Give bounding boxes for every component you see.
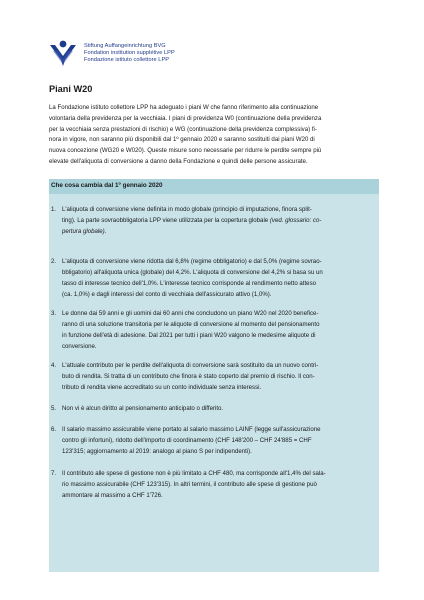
list-item-number: 2. [51,258,57,265]
list-item-number: 1. [51,206,57,213]
list-item-text [62,257,377,301]
list-item-line: rio massimo assicurabile (CHF 123'315). In altri termini, il contributo alle spese di gestione può [62,480,317,488]
list-item-line: Le donne dai 59 anni e gli uomini dai 60 anni che concludono un piano W20 nel 2020 benefice- [62,310,319,317]
page-title: Piani W20 [49,84,93,94]
list-item-text [62,469,377,502]
list-item-text [62,309,377,353]
org-name-fr: Fondation institution supplétive LPP [84,49,175,56]
list-item-line: Il contributo alle spese di gestione non è più limitato a CHF 480, ma corrisponde all'1,4% del sala- [62,470,326,477]
list-item-line: tributo di rendita viene accreditato su un conto individuale senza interessi. [62,383,262,391]
intro-paragraph [49,103,379,168]
list-item-line: conversione. [62,342,97,350]
list-item-text [62,404,377,415]
list-item-line: (ca. 1,0%) e dagli interessi del conto di vecchiaia dell'assicurato attivo (1,0%). [62,290,272,298]
list-item-number: 4. [51,362,57,369]
list-item-line [62,227,377,238]
list-item-line: in funzione dell'età di adesione. Dal 2021 per tutti i piani W20 valgono le medesime aliquote di [62,331,316,339]
intro-line: nora in vigore, non saranno più disponibili dal 1º gennaio 2020 e saranno sostituiti dai piani W20 di [49,136,315,144]
list-item-text [62,205,377,238]
intro-line: elevate dell'aliquota di conversione a danno della Fondazione e quindi delle persone assicurate. [49,157,308,165]
list-item-text [62,361,377,394]
list-item-line: L'attuale contributo per le perdite dell'aliquota di conversione sarà sostituito da un nuovo contri- [62,362,319,369]
list-item-line: ranno di una soluzione transitoria per le aliquote di conversione al momento del pensionamento [62,320,320,328]
list-item-line-text: ting). La parte sovraobbligatoria LPP viene utilizzata per la copertura globale [62,216,269,224]
organization-names [84,43,175,64]
list-item-line: 123'315; aggiornamento al 2019: analogo al piano S per indipendenti). [62,447,252,455]
list-item-line: bbligatorio) all'aliquota unica (globale) del 4,2%. L'aliquota di conversione del 4,2% si basa su un [62,268,323,276]
list-item-line: buto di rendita. Si tratta di un contributo che finora è stato coperto dal premio di rischio. Il con- [62,372,315,380]
list-item-line: tasso di interesse tecnico dell'1,0%. L'interesse tecnico corrisponde al rendimento netto atteso [62,279,317,287]
intro-line: La Fondazione istituto collettore LPP ha adeguato i piani W che fanno riferimento alla continuazione [49,104,319,111]
org-name-de: Stiftung Auffangeinrichtung BVG [84,42,166,49]
list-item-line [62,216,377,227]
list-item-line: Il salario massimo assicurabile viene portato al salario massimo LAINF (legge sull'assicurazione [62,426,321,433]
changes-box [49,179,379,572]
list-item-line: L'aliquota di conversione viene definita in modo globale (principio di imputazione, finora split- [62,206,312,213]
intro-line: per la vecchiaia senza prestazioni di rischio) e WG (continuazione della previdenza complessiva) fi- [49,125,317,133]
list-item-line: contro gli infortuni), ridotto dell'importo di coordinamento (CHF 148'200 – CHF 24'885 = CHF [62,436,312,444]
list-item-number: 7. [51,470,57,477]
glossary-reference-cont: pertura globale). [62,227,107,235]
org-name-it: Fondazione istituto collettore LPP [84,56,170,63]
list-item-line: ammontare al massimo a CHF 1'726. [62,491,163,499]
header [49,38,175,68]
list-item-line: Non vi è alcun diritto al pensionamento anticipato o differito. [62,405,224,412]
list-item-text [62,425,377,458]
intro-line: nuova concezione (WG20 e W020). Queste misure sono necessarie per ridurre le perdite sempre più [49,147,322,155]
intro-line: volontaria della previdenza per la vecchiaia. I piani di previdenza W0 (continuazione della previdenza [49,114,322,122]
glossary-reference: (ved. glossario: co- [269,216,322,224]
changes-box-header [49,179,379,194]
list-item-number: 6. [51,426,57,433]
list-item-number: 5. [51,405,57,412]
changes-box-title: Che cosa cambia dal 1º gennaio 2020 [51,182,163,189]
list-item-number: 3. [51,310,57,317]
foundation-logo-icon [49,39,77,67]
list-item-line: L'aliquota di conversione viene ridotta dal 6,8% (regime obbligatorio) e dal 5,0% (regime sovrao- [62,258,322,265]
